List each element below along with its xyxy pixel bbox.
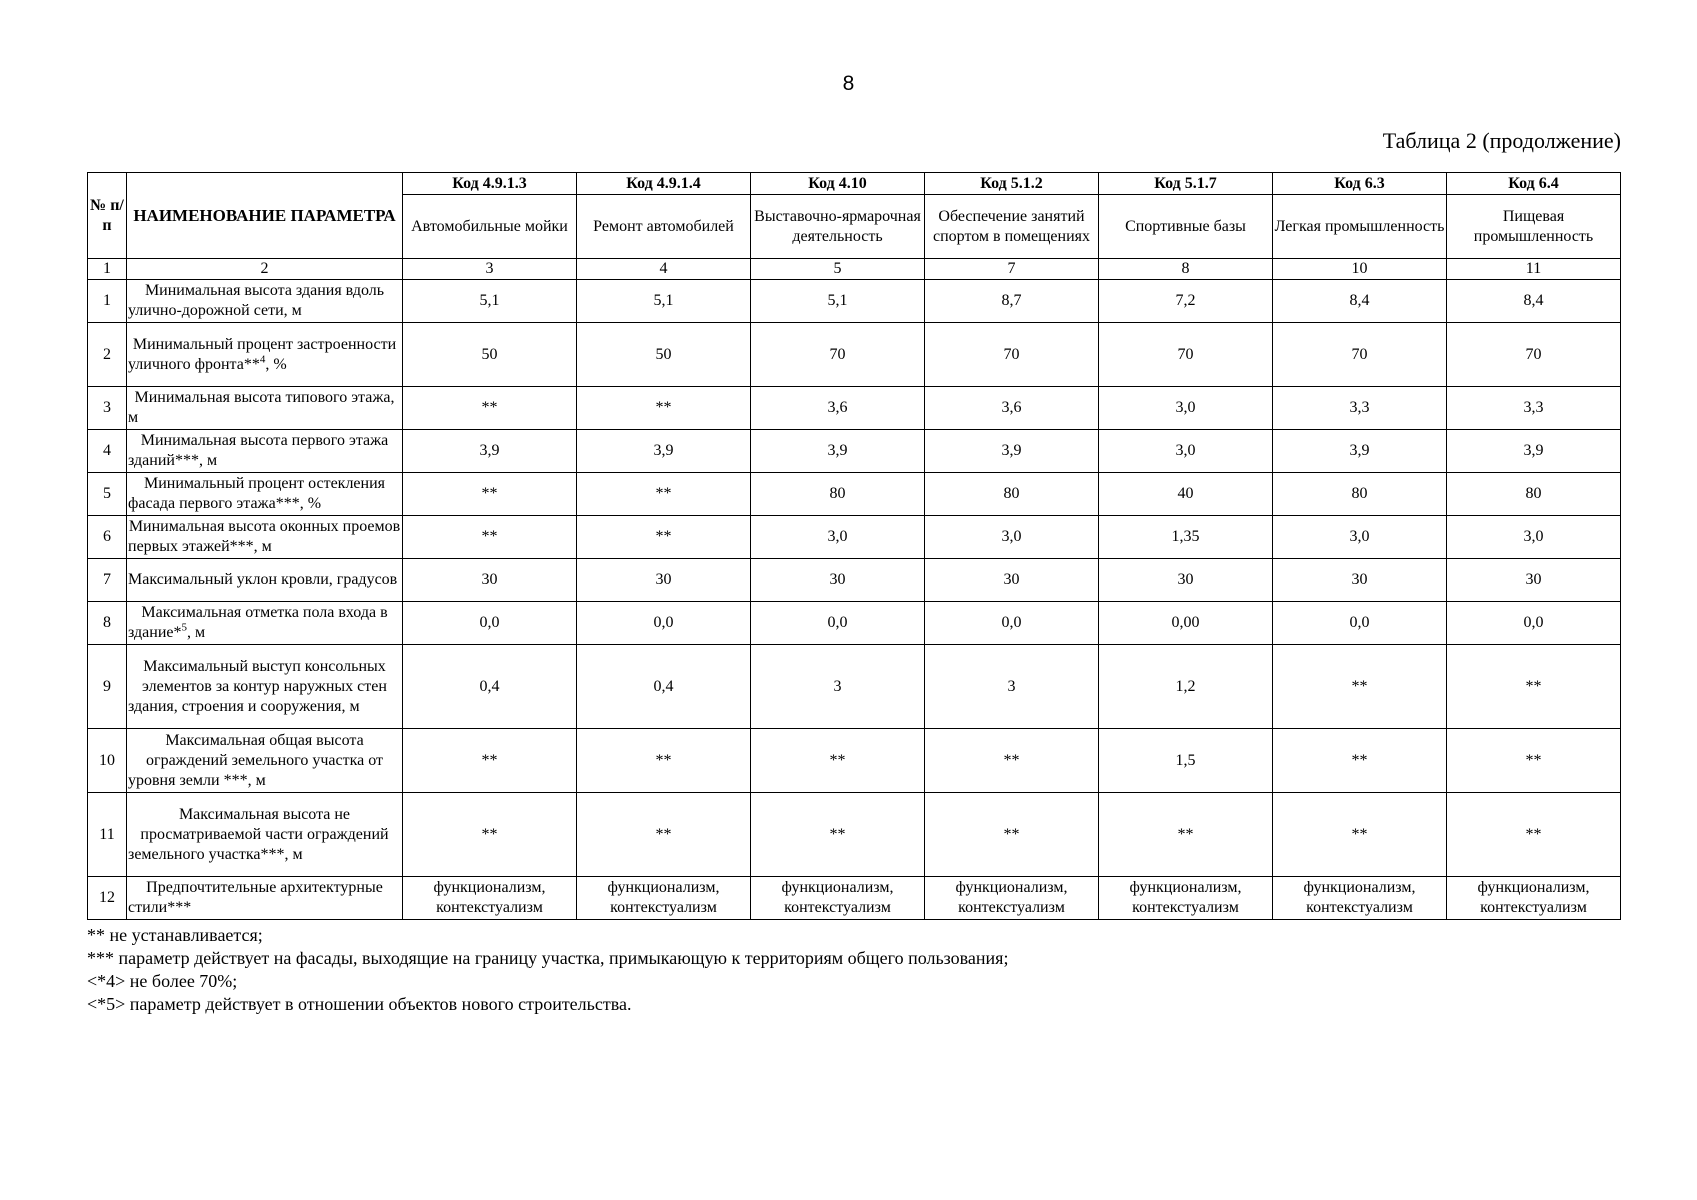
parameter-name-text: Максимальная высота не просматриваемой части ограждений земельного участка***, м (128, 805, 389, 863)
value-cell: ** (403, 387, 577, 430)
value-cell: 0,0 (925, 602, 1099, 645)
value-cell: 3,9 (577, 430, 751, 473)
header-code: Код 5.1.2 (925, 173, 1099, 195)
value-cell: 7,2 (1099, 280, 1273, 323)
value-cell: ** (577, 473, 751, 516)
header-code: Код 6.3 (1273, 173, 1447, 195)
value-cell: 30 (925, 559, 1099, 602)
value-cell: 5,1 (577, 280, 751, 323)
value-cell: функционализм, контекстуализм (751, 877, 925, 920)
value-cell: 3,0 (1099, 387, 1273, 430)
value-cell: ** (1447, 793, 1621, 877)
value-cell: 0,00 (1099, 602, 1273, 645)
footnote: ** не устанавливается; (87, 925, 263, 945)
value-cell: 40 (1099, 473, 1273, 516)
value-cell: функционализм, контекстуализм (925, 877, 1099, 920)
value-cell: 8,4 (1447, 280, 1621, 323)
header-title: Выставочно-ярмарочная деятельность (751, 195, 925, 259)
value-cell: ** (1447, 645, 1621, 729)
value-cell: 1,2 (1099, 645, 1273, 729)
value-cell: 80 (925, 473, 1099, 516)
row-number: 7 (88, 559, 127, 602)
parameter-name (127, 793, 403, 877)
parameters-table (87, 172, 1621, 920)
value-cell: 3,3 (1447, 387, 1621, 430)
value-cell: функционализм, контекстуализм (403, 877, 577, 920)
column-number: 11 (1447, 259, 1621, 280)
header-num: № п/п (88, 173, 127, 259)
parameter-name-text: Максимальная общая высота ограждений земельного участка от уровня земли ***, м (128, 731, 383, 789)
value-cell: 3 (751, 645, 925, 729)
table-row (88, 516, 1621, 559)
value-cell: 3,0 (1273, 516, 1447, 559)
value-cell: ** (751, 793, 925, 877)
value-cell: 8,4 (1273, 280, 1447, 323)
value-cell: ** (403, 729, 577, 793)
value-cell: 80 (1273, 473, 1447, 516)
value-cell: 30 (1273, 559, 1447, 602)
parameter-name (127, 323, 403, 387)
column-number: 2 (127, 259, 403, 280)
column-number: 5 (751, 259, 925, 280)
parameter-name-text: Максимальный выступ консольных элементов за контур наружных стен здания, строения и сооружения, м (128, 657, 387, 715)
value-cell: 3,0 (751, 516, 925, 559)
value-cell: 70 (925, 323, 1099, 387)
value-cell: функционализм, контекстуализм (1273, 877, 1447, 920)
column-numbers-row (88, 259, 1621, 280)
value-cell: ** (1273, 645, 1447, 729)
column-number: 8 (1099, 259, 1273, 280)
value-cell: 3,0 (1099, 430, 1273, 473)
value-cell: функционализм, контекстуализм (1099, 877, 1273, 920)
value-cell: ** (403, 473, 577, 516)
parameter-name (127, 729, 403, 793)
value-cell: ** (925, 729, 1099, 793)
value-cell: 30 (1099, 559, 1273, 602)
value-cell: 0,4 (403, 645, 577, 729)
header-code: Код 5.1.7 (1099, 173, 1273, 195)
column-number: 7 (925, 259, 1099, 280)
row-number: 9 (88, 645, 127, 729)
table-row (88, 387, 1621, 430)
value-cell: 5,1 (751, 280, 925, 323)
parameter-name (127, 559, 403, 602)
parameter-name-text: Минимальная высота первого этажа зданий***, м (128, 432, 389, 469)
parameter-name-text: Минимальная высота здания вдоль улично-дорожной сети, м (128, 282, 385, 319)
column-number: 10 (1273, 259, 1447, 280)
row-number: 4 (88, 430, 127, 473)
table-row (88, 877, 1621, 920)
row-number: 3 (88, 387, 127, 430)
value-cell: ** (403, 516, 577, 559)
parameter-name (127, 877, 403, 920)
value-cell: 3,9 (1273, 430, 1447, 473)
value-cell: функционализм, контекстуализм (1447, 877, 1621, 920)
value-cell: 30 (403, 559, 577, 602)
table-row (88, 323, 1621, 387)
value-cell: 3,9 (1447, 430, 1621, 473)
value-cell: 70 (1447, 323, 1621, 387)
value-cell: 1,5 (1099, 729, 1273, 793)
value-cell: 5,1 (403, 280, 577, 323)
value-cell: 50 (577, 323, 751, 387)
header-codes-row (88, 173, 1621, 195)
header-title: Спортивные базы (1099, 195, 1273, 259)
value-cell: ** (751, 729, 925, 793)
row-number: 8 (88, 602, 127, 645)
table-row (88, 559, 1621, 602)
value-cell: ** (1447, 729, 1621, 793)
table-row (88, 430, 1621, 473)
value-cell: 70 (1099, 323, 1273, 387)
header-title: Обеспечение занятий спортом в помещениях (925, 195, 1099, 259)
value-cell: 0,4 (577, 645, 751, 729)
value-cell: 0,0 (403, 602, 577, 645)
value-cell: 3,0 (1447, 516, 1621, 559)
header-code: Код 4.9.1.3 (403, 173, 577, 195)
value-cell: ** (577, 793, 751, 877)
row-number: 6 (88, 516, 127, 559)
value-cell: 0,0 (1447, 602, 1621, 645)
parameter-name-text: Минимальная высота оконных проемов первых этажей***, м (128, 518, 401, 555)
footnote: <*4> не более 70%; (87, 971, 238, 991)
value-cell: ** (1273, 729, 1447, 793)
table-row (88, 473, 1621, 516)
table-body (88, 280, 1621, 920)
table-row (88, 793, 1621, 877)
table-caption: Таблица 2 (продолжение) (1382, 128, 1621, 153)
parameter-name-text: Минимальная высота типового этажа, м (128, 389, 395, 426)
value-cell: ** (577, 387, 751, 430)
parameter-name-text: Максимальный уклон кровли, градусов (128, 571, 398, 588)
header-title: Пищевая промышленность (1447, 195, 1621, 259)
parameter-name-text: Предпочтительные архитектурные стили*** (128, 879, 383, 916)
table-row (88, 280, 1621, 323)
value-cell: 80 (1447, 473, 1621, 516)
header-title: Автомобильные мойки (403, 195, 577, 259)
header-code: Код 6.4 (1447, 173, 1621, 195)
parameter-name (127, 280, 403, 323)
parameter-name (127, 516, 403, 559)
value-cell: ** (577, 729, 751, 793)
value-cell: 8,7 (925, 280, 1099, 323)
value-cell: ** (577, 516, 751, 559)
parameter-name-unit: , м (187, 624, 206, 641)
parameter-name-unit: , % (265, 355, 287, 373)
value-cell: 0,0 (577, 602, 751, 645)
table-row (88, 602, 1621, 645)
footnote: <*5> параметр действует в отношении объектов нового строительства. (87, 994, 632, 1014)
value-cell: 3,6 (925, 387, 1099, 430)
parameter-name-text: Максимальная отметка пола входа в здание* (128, 604, 388, 641)
value-cell: 30 (577, 559, 751, 602)
page-number: 8 (842, 72, 855, 95)
header-title: Ремонт автомобилей (577, 195, 751, 259)
parameter-name (127, 602, 403, 645)
value-cell: ** (403, 793, 577, 877)
row-number: 10 (88, 729, 127, 793)
value-cell: 30 (1447, 559, 1621, 602)
parameter-name-text: Минимальный процент остекления фасада первого этажа***, % (128, 475, 386, 512)
footnote: *** параметр действует на фасады, выходящие на границу участка, примыкающую к территориям общего пользования; (87, 948, 1009, 968)
row-number: 12 (88, 877, 127, 920)
value-cell: 3,9 (925, 430, 1099, 473)
table-row (88, 645, 1621, 729)
footnotes (87, 924, 1008, 1016)
value-cell: 3,9 (751, 430, 925, 473)
table-row (88, 729, 1621, 793)
value-cell: 3,3 (1273, 387, 1447, 430)
footnote-ref: 5 (181, 621, 187, 634)
value-cell: 0,0 (751, 602, 925, 645)
row-number: 2 (88, 323, 127, 387)
value-cell: 3,9 (403, 430, 577, 473)
row-number: 11 (88, 793, 127, 877)
parameter-name-text: Минимальный процент застроенности уличного фронта** (128, 335, 397, 373)
value-cell: ** (925, 793, 1099, 877)
column-number: 1 (88, 259, 127, 280)
value-cell: 3,0 (925, 516, 1099, 559)
value-cell: функционализм, контекстуализм (577, 877, 751, 920)
header-title: Легкая промышленность (1273, 195, 1447, 259)
value-cell: 1,35 (1099, 516, 1273, 559)
value-cell: 80 (751, 473, 925, 516)
value-cell: 70 (751, 323, 925, 387)
footnote-ref: 4 (259, 353, 266, 366)
parameter-name (127, 645, 403, 729)
parameter-name (127, 387, 403, 430)
value-cell: 0,0 (1273, 602, 1447, 645)
value-cell: 30 (751, 559, 925, 602)
value-cell: ** (1273, 793, 1447, 877)
value-cell: 3 (925, 645, 1099, 729)
parameter-name (127, 473, 403, 516)
row-number: 5 (88, 473, 127, 516)
value-cell: ** (1099, 793, 1273, 877)
header-code: Код 4.10 (751, 173, 925, 195)
value-cell: 3,6 (751, 387, 925, 430)
value-cell: 70 (1273, 323, 1447, 387)
value-cell: 50 (403, 323, 577, 387)
parameter-name (127, 430, 403, 473)
header-code: Код 4.9.1.4 (577, 173, 751, 195)
column-number: 4 (577, 259, 751, 280)
row-number: 1 (88, 280, 127, 323)
header-name: НАИМЕНОВАНИЕ ПАРАМЕТРА (127, 173, 403, 259)
column-number: 3 (403, 259, 577, 280)
